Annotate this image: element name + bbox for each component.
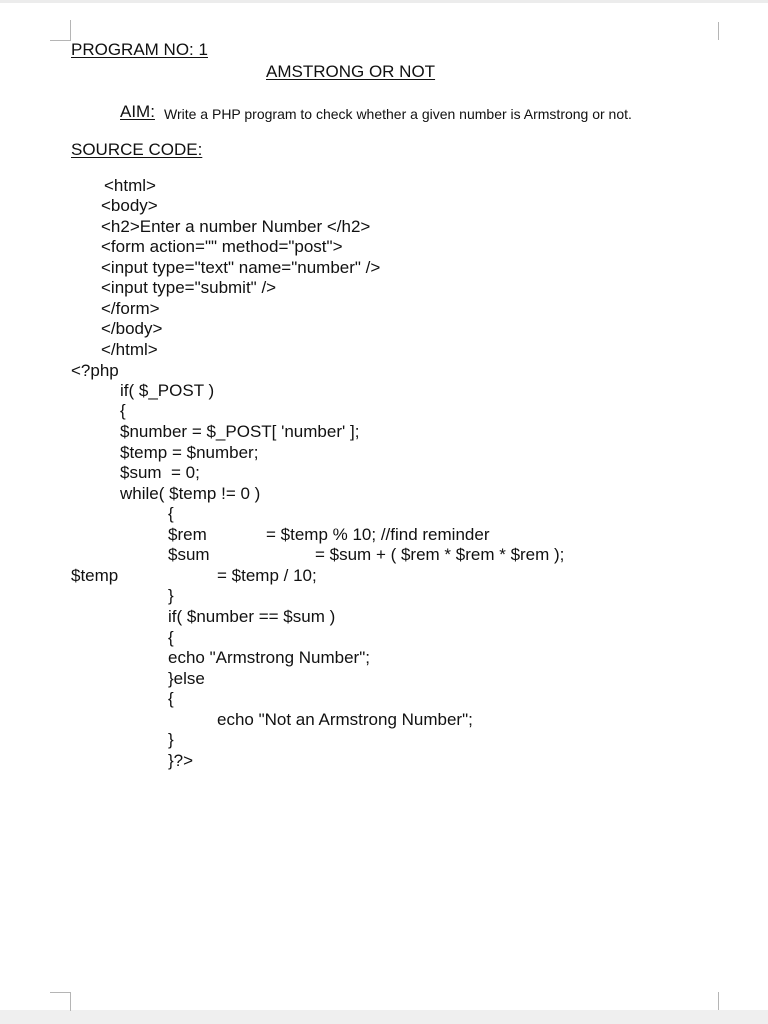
code-line: {: [120, 401, 126, 420]
crop-mark-bottom-left: [50, 992, 71, 1011]
source-code-heading: SOURCE CODE:: [71, 140, 203, 159]
code-line: {: [168, 689, 174, 708]
code-line: <h2>Enter a number Number </h2>: [101, 217, 371, 236]
code-line: $temp: [71, 566, 119, 585]
code-line: $number = $_POST[ 'number' ];: [120, 422, 360, 441]
code-line: </body>: [101, 319, 163, 338]
program-number-heading: PROGRAM NO: 1: [71, 40, 208, 59]
code-line: $sum: [168, 545, 210, 564]
code-line: while( $temp != 0 ): [120, 484, 261, 503]
aim-text: Write a PHP program to check whether a given number is Armstrong or not.: [164, 106, 632, 122]
code-line: }: [168, 730, 174, 749]
code-line: = $temp / 10;: [217, 566, 317, 585]
code-line: {: [168, 504, 174, 523]
code-line: = $temp % 10; //find reminder: [266, 525, 490, 544]
page-top-edge: [0, 0, 768, 3]
code-line: {: [168, 628, 174, 647]
code-line: <?php: [71, 361, 119, 380]
code-line: $sum = 0;: [120, 463, 200, 482]
code-line: <input type="text" name="number" />: [101, 258, 381, 277]
code-line: <form action="" method="post">: [101, 237, 343, 256]
code-line: }else: [168, 669, 205, 688]
aim-label: AIM:: [120, 102, 155, 121]
code-line: echo "Not an Armstrong Number";: [217, 710, 473, 729]
code-line: <body>: [101, 196, 158, 215]
code-line: <html>: [104, 176, 156, 195]
code-line: if( $_POST ): [120, 381, 215, 400]
crop-mark-bottom-right: [718, 992, 720, 1010]
crop-mark-top-right: [718, 22, 720, 40]
code-line: </form>: [101, 299, 160, 318]
code-line: }: [168, 586, 174, 605]
crop-mark-top-left: [50, 20, 71, 41]
page-bottom-edge: [0, 1010, 768, 1024]
document-title: AMSTRONG OR NOT: [266, 62, 436, 81]
code-line: = $sum + ( $rem * $rem * $rem );: [315, 545, 565, 564]
code-line: </html>: [101, 340, 158, 359]
code-line: $temp = $number;: [120, 443, 259, 462]
code-line: echo "Armstrong Number";: [168, 648, 370, 667]
code-line: <input type="submit" />: [101, 278, 277, 297]
code-line: }?>: [168, 751, 194, 770]
code-line: $rem: [168, 525, 207, 544]
code-line: if( $number == $sum ): [168, 607, 336, 626]
